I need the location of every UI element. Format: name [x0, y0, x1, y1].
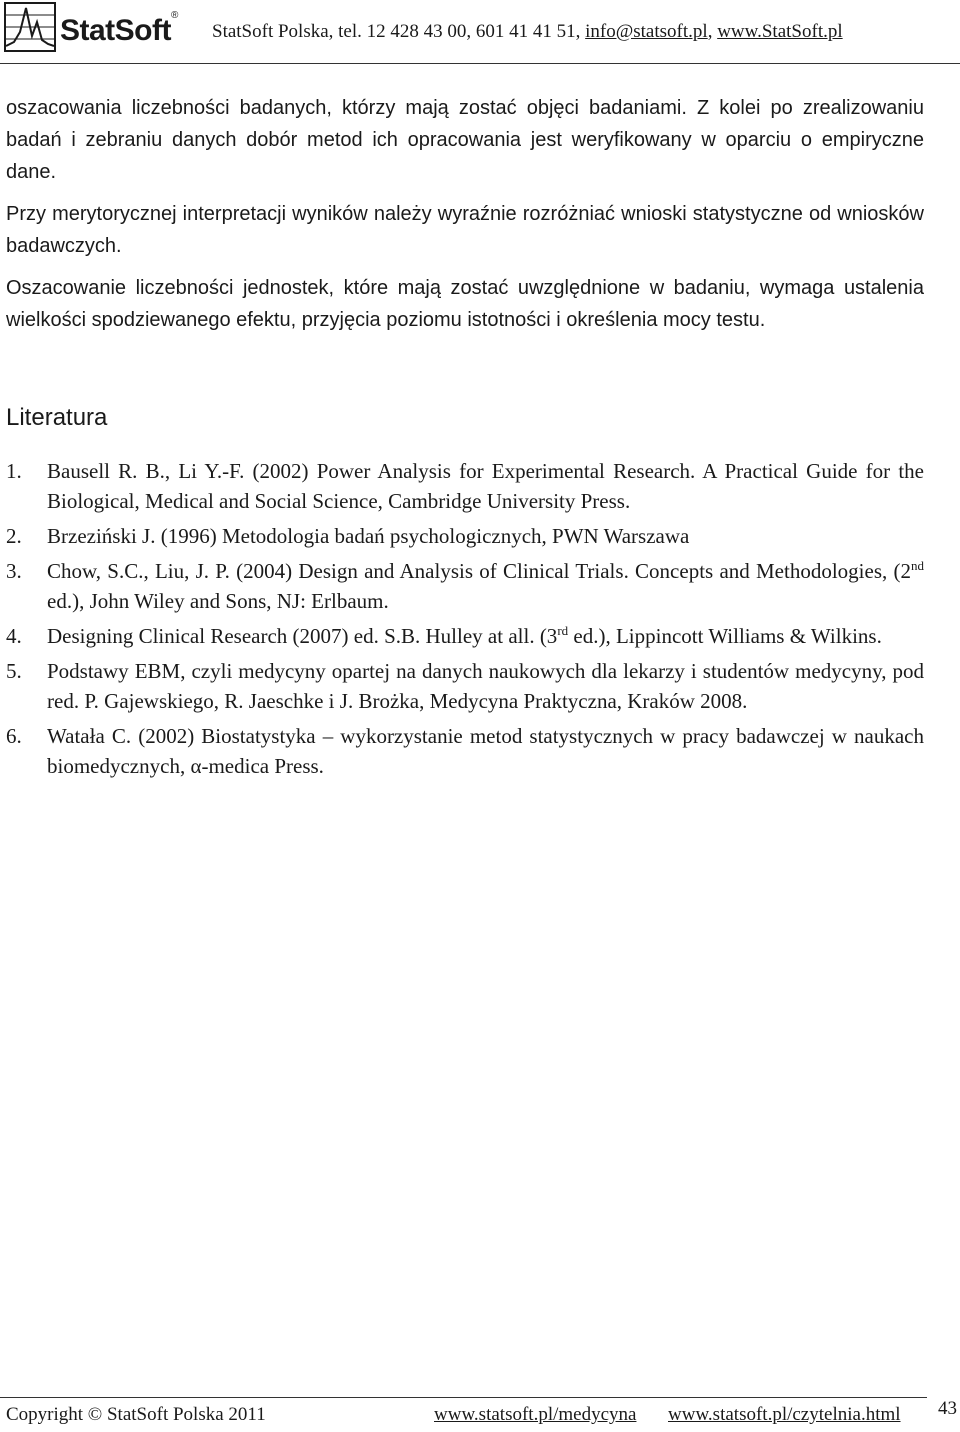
reference-text: Designing Clinical Research (2007) ed. S.B. Hulley at all. (3rd ed.), Lippincott Williams & Wilkins.	[47, 623, 882, 648]
header-divider	[0, 63, 960, 64]
reference-number: 6.	[6, 724, 22, 748]
statsoft-logo-icon	[4, 2, 56, 52]
footer-link-medycyna[interactable]: www.statsoft.pl/medycyna	[434, 1404, 637, 1425]
body-text	[6, 92, 924, 336]
statsoft-logo	[4, 2, 194, 52]
reference-number: 3.	[6, 559, 22, 583]
page-number: 43	[938, 1398, 957, 1419]
reference-text: Podstawy EBM, czyli medycyny opartej na danych naukowych dla lekarzy i studentów medycyny, pod red. P. Gajewskiego, R. Jaeschke i J. Brożka, Medycyna Praktyczna, Kraków 2008.	[47, 659, 924, 713]
paragraph-2: Przy merytorycznej interpretacji wyników należy wyraźnie rozróżniać wnioski statystyczne od wniosków badawczych.	[6, 203, 924, 257]
reference-list	[6, 456, 924, 786]
reference-text: Brzeziński J. (1996) Metodologia badań psychologicznych, PWN Warszawa	[47, 524, 690, 548]
reference-text: Bausell R. B., Li Y.-F. (2002) Power Analysis for Experimental Research. A Practical Guide for the Biological, Medical and Social Science, Cambridge University Press.	[47, 459, 924, 513]
reference-item	[6, 721, 924, 781]
reference-item	[6, 521, 924, 551]
website-link[interactable]: www.StatSoft.pl	[717, 21, 843, 42]
reference-text: Chow, S.C., Liu, J. P. (2004) Design and Analysis of Clinical Trials. Concepts and Methodologies, (2nd ed.), John Wiley and Sons, NJ: Erlbaum.	[47, 558, 924, 613]
email-link[interactable]: info@statsoft.pl	[585, 21, 708, 42]
reference-number: 4.	[6, 624, 22, 648]
header-contact: StatSoft Polska, tel. 12 428 43 00, 601 41 41 51, info@statsoft.pl, www.StatSoft.pl	[212, 21, 843, 42]
reference-number: 5.	[6, 659, 22, 683]
reference-number: 2.	[6, 524, 22, 548]
reference-text: Watała C. (2002) Biostatystyka – wykorzystanie metod statystycznych w pracy badawczej w naukach biomedycznych, α-medica Press.	[47, 724, 924, 778]
footer-link-czytelnia[interactable]: www.statsoft.pl/czytelnia.html	[668, 1404, 901, 1425]
paragraph-1: oszacowania liczebności badanych, którzy mają zostać objęci badaniami. Z kolei po zrealizowaniu badań i zebraniu danych dobór metod ich opracowania jest weryfikowany w oparciu o empiryczne dane.	[6, 97, 924, 183]
reference-number: 1.	[6, 459, 22, 483]
copyright-text: Copyright © StatSoft Polska 2011	[6, 1404, 266, 1425]
paragraph-3: Oszacowanie liczebności jednostek, które mają zostać uwzględnione w badaniu, wymaga ustalenia wielkości spodziewanego efektu, przyjęcia poziomu istotności i określenia mocy testu.	[6, 277, 924, 331]
reference-item	[6, 456, 924, 516]
section-title: Literatura	[6, 404, 108, 431]
page-header	[0, 0, 960, 66]
reference-item	[6, 621, 924, 651]
reference-item	[6, 556, 924, 616]
reference-item	[6, 656, 924, 716]
footer-divider	[0, 1397, 927, 1398]
logo-wordmark: StatSoft®	[60, 10, 178, 47]
